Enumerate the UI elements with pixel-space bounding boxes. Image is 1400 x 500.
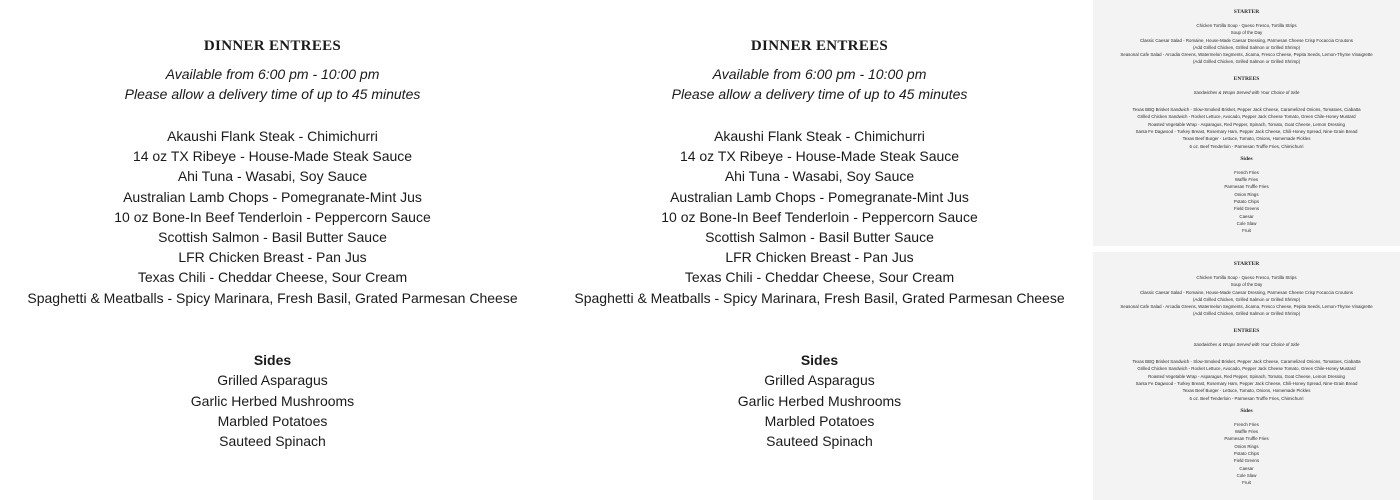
entree-item: 10 oz Bone-In Beef Tenderloin - Peppercorn Sauce	[661, 208, 978, 225]
entree-item: Santa Fe Dagwood - Turkey Breast, Rosemary Ham, Pepper Jack Cheese, Chili-Honey Spread, Nine-Grain Bread	[1135, 128, 1358, 134]
side-item: Waffle Fries	[1234, 177, 1259, 183]
delivery-note: Please allow a delivery time of up to 45 minutes	[671, 86, 968, 102]
starter-item: Chicken Tortilla Soup - Queso Fresco, Tortilla Strips	[1196, 275, 1297, 280]
side-item: Field Greens	[1233, 206, 1260, 212]
entree-item: Grilled Chicken Sandwich - Rocket Lettuce, Avocado, Pepper Jack Cheese Tomato, Green Chile-Honey Mustard	[1137, 114, 1356, 120]
entree-item: Akaushi Flank Steak - Chimichurri	[714, 128, 925, 144]
side-item: Cole Slaw	[1236, 472, 1257, 478]
entree-list	[547, 126, 1092, 308]
entree-item: Spaghetti & Meatballs - Spicy Marinara, Fresh Basil, Grated Parmesan Cheese	[27, 289, 518, 306]
side-item: Marbled Potatoes	[217, 413, 328, 430]
entree-item: 14 oz TX Ribeye - House-Made Steak Sauce	[679, 148, 960, 165]
entree-item: Australian Lamb Chops - Pomegranate-Mint Jus	[670, 188, 969, 205]
entree-item: 10 oz Bone-In Beef Tenderloin - Peppercorn Sauce	[114, 208, 431, 225]
side-item: Field Greens	[1233, 458, 1260, 464]
starter-item: Soup of the Day	[1230, 30, 1263, 36]
entree-item: Spaghetti & Meatballs - Spicy Marinara, Fresh Basil, Grated Parmesan Cheese	[574, 289, 1065, 306]
side-item: Potato Chips	[1233, 199, 1260, 205]
side-item: Onion Rings	[1234, 191, 1259, 197]
starter-heading: STARTER	[1233, 261, 1260, 267]
starter-item: (Add Grilled Chicken, Grilled Salmon or Grilled Shrimp)	[1192, 311, 1301, 317]
entree-item: Texas Beef Burger - Lettuce, Tomato, Onions, Homemade Pickles	[1182, 136, 1311, 142]
sides-heading: Sides	[1240, 407, 1253, 414]
starter-item: (Add Grilled Chicken, Grilled Salmon or Grilled Shrimp)	[1192, 296, 1301, 302]
entree-item: Texas BBQ Brisket Sandwich - Slow-Smoked Brisket, Pepper Jack Cheese, Caramelized Onions, Tomatoes, Ciabatta	[1132, 107, 1361, 113]
starter-item: Seasonal Cafe Salad - Arcadia Greens, Watermelon Segments, Jicama, Fresco Cheese, Pepita Seeds, Lemon-Thyme Vinaigrette	[1120, 52, 1373, 58]
side-item: Waffle Fries	[1234, 429, 1259, 435]
side-item: Parmesan Truffle Fries	[1224, 184, 1269, 190]
side-item: Grilled Asparagus	[764, 372, 875, 389]
side-item: Fruit	[1242, 480, 1251, 486]
menu-panel-left	[0, 0, 545, 500]
entree-item: Texas Beef Burger - Lettuce, Tomato, Onions, Homemade Pickles	[1182, 388, 1311, 394]
side-item: French Fries	[1234, 421, 1259, 427]
side-item: Garlic Herbed Mushrooms	[190, 392, 355, 409]
availability-hours: Available from 6:00 pm - 10:00 pm	[712, 66, 927, 82]
starter-item: Classic Caesar Salad - Romaine, House-Made Caesar Dressing, Parmesan Cheese Crisp Focaccia Croutons	[1139, 289, 1354, 295]
side-item: Grilled Asparagus	[217, 372, 328, 389]
sides-heading: Sides	[800, 351, 839, 368]
menu-thumbnail[interactable]	[1093, 0, 1400, 246]
entree-item: Grilled Chicken Sandwich - Rocket Lettuce, Avocado, Pepper Jack Cheese Tomato, Green Chile-Honey Mustard	[1137, 366, 1356, 372]
menu-title: DINNER ENTREES	[203, 38, 342, 54]
menu-thumbnail[interactable]	[1093, 252, 1400, 500]
sides-list	[0, 370, 545, 452]
side-item: Onion Rings	[1234, 443, 1259, 449]
entree-item: Akaushi Flank Steak - Chimichurri	[167, 128, 378, 144]
entree-item: Australian Lamb Chops - Pomegranate-Mint Jus	[123, 188, 422, 205]
entree-item: Roasted Vegetable Wrap - Asparagus, Red Pepper, Spinach, Tomato, Goat Cheese, Lemon Dressing	[1148, 373, 1345, 379]
entree-item: 6 oz. Beef Tenderloin - Parmesan Truffle Fries, Chimichurri	[1189, 143, 1304, 149]
entree-item: 14 oz TX Ribeye - House-Made Steak Sauce	[132, 148, 413, 165]
starter-item: Seasonal Cafe Salad - Arcadia Greens, Watermelon Segments, Jicama, Fresco Cheese, Pepita Seeds, Lemon-Thyme Vinaigrette	[1120, 304, 1373, 310]
entree-item: Ahi Tuna - Wasabi, Soy Sauce	[724, 168, 915, 185]
starter-heading: STARTER	[1233, 9, 1260, 15]
entree-item: 6 oz. Beef Tenderloin - Parmesan Truffle Fries, Chimichurri	[1189, 395, 1304, 401]
entree-item: LFR Chicken Breast - Pan Jus	[178, 249, 367, 266]
starter-item: Classic Caesar Salad - Romaine, House-Made Caesar Dressing, Parmesan Cheese Crisp Focaccia Croutons	[1139, 37, 1354, 43]
side-item: Garlic Herbed Mushrooms	[737, 392, 902, 409]
entree-item: Roasted Vegetable Wrap - Asparagus, Red Pepper, Spinach, Tomato, Goat Cheese, Lemon Dressing	[1148, 121, 1345, 127]
side-item: Potato Chips	[1233, 451, 1260, 457]
entree-list	[0, 126, 545, 308]
entree-item: Texas BBQ Brisket Sandwich - Slow-Smoked Brisket, Pepper Jack Cheese, Caramelized Onions, Tomatoes, Ciabatta	[1132, 359, 1361, 365]
side-item: Sauteed Spinach	[219, 433, 326, 450]
side-item: Cole Slaw	[1236, 220, 1257, 226]
side-item: Marbled Potatoes	[764, 413, 875, 430]
availability-hours: Available from 6:00 pm - 10:00 pm	[165, 66, 380, 82]
entree-item: Ahi Tuna - Wasabi, Soy Sauce	[177, 168, 368, 185]
sides-heading: Sides	[253, 351, 292, 368]
entree-item: LFR Chicken Breast - Pan Jus	[725, 249, 914, 266]
entree-item: Texas Chili - Cheddar Cheese, Sour Cream	[137, 269, 408, 286]
delivery-note: Please allow a delivery time of up to 45 minutes	[124, 86, 421, 102]
entrees-heading: ENTREES	[1233, 75, 1260, 82]
entree-item: Scottish Salmon - Basil Butter Sauce	[705, 229, 934, 246]
side-item: Caesar	[1239, 465, 1254, 471]
menu-title: DINNER ENTREES	[750, 38, 889, 54]
side-item: Caesar	[1239, 213, 1254, 219]
starter-item: Chicken Tortilla Soup - Queso Fresco, Tortilla Strips	[1196, 23, 1297, 28]
starter-item: Soup of the Day	[1230, 282, 1263, 288]
side-item: Sauteed Spinach	[766, 433, 873, 450]
side-item: Parmesan Truffle Fries	[1224, 436, 1269, 442]
sides-list	[547, 370, 1092, 452]
starter-item: (Add Grilled Chicken, Grilled Salmon or Grilled Shrimp)	[1192, 44, 1301, 50]
menu-panel-middle	[547, 0, 1092, 500]
side-item: Fruit	[1242, 228, 1251, 234]
entrees-heading: ENTREES	[1233, 327, 1260, 334]
side-item: French Fries	[1234, 169, 1259, 175]
sides-heading: Sides	[1240, 155, 1253, 162]
entrees-subheading: Sandwiches & Wraps Served with Your Choice of Side	[1193, 341, 1300, 347]
entrees-subheading: Sandwiches & Wraps Served with Your Choice of Side	[1193, 89, 1300, 95]
entree-item: Scottish Salmon - Basil Butter Sauce	[158, 229, 387, 246]
entree-item: Texas Chili - Cheddar Cheese, Sour Cream	[684, 269, 955, 286]
entree-item: Santa Fe Dagwood - Turkey Breast, Rosemary Ham, Pepper Jack Cheese, Chili-Honey Spread, Nine-Grain Bread	[1135, 380, 1358, 386]
starter-item: (Add Grilled Chicken, Grilled Salmon or Grilled Shrimp)	[1192, 59, 1301, 65]
